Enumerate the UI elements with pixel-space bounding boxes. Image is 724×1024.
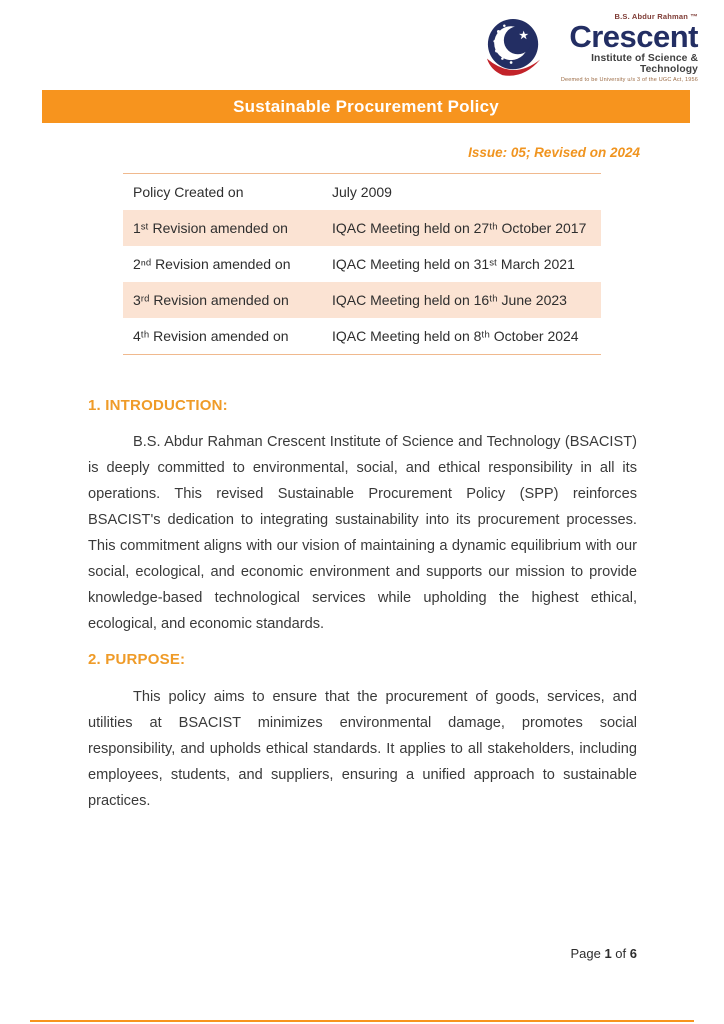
logo-tagline: Deemed to be University u/s 3 of the UGC Act, 1956 (560, 77, 698, 83)
revision-table-row (123, 246, 601, 282)
logo-institute-name: Crescent (569, 19, 698, 54)
institute-logo (485, 12, 698, 83)
revision-label-cell: 3ʳᵈ Revision amended on (133, 292, 289, 308)
footer-page-word: Page (570, 946, 601, 961)
revision-value-cell: IQAC Meeting held on 31ˢᵗ March 2021 (332, 256, 575, 272)
footer-of-word: of (615, 946, 627, 961)
crescent-moon-stars-emblem-icon (485, 16, 543, 80)
title-banner (42, 90, 690, 123)
footer-total-pages: 6 (629, 946, 637, 961)
revision-value-cell: IQAC Meeting held on 27ᵗʰ October 2017 (332, 220, 587, 236)
revision-label-cell: 4ᵗʰ Revision amended on (133, 328, 289, 344)
revision-label-cell: 1ˢᵗ Revision amended on (133, 220, 288, 236)
document-title: Sustainable Procurement Policy (233, 97, 499, 116)
footer-rule (30, 1020, 694, 1022)
logo-subtitle: Institute of Science & Technology (591, 53, 698, 75)
revision-value-cell: IQAC Meeting held on 8ᵗʰ October 2024 (332, 328, 579, 344)
revision-label-cell: Policy Created on (133, 184, 244, 200)
revision-label-cell: 2ⁿᵈ Revision amended on (133, 256, 291, 272)
revision-table-body (123, 174, 601, 355)
logo-text-block (546, 12, 698, 83)
revision-history-table (123, 173, 601, 355)
page-footer (42, 946, 637, 961)
purpose-paragraph: This policy aims to ensure that the procurement of goods, services, and utilities at BSACIST minimizes environmental damage, promotes social responsibility, and upholds ethical standards. It applies to all stakeholders, including employees, students, and suppliers, ensuring a unified approach to sustainable practices. (88, 689, 637, 809)
section-heading-introduction: 1. INTRODUCTION: (88, 397, 228, 414)
section-heading-purpose: 2. PURPOSE: (88, 651, 186, 668)
revision-table-row (123, 174, 601, 211)
footer-page-number: 1 (604, 946, 612, 961)
revision-value-cell: IQAC Meeting held on 16ᵗʰ June 2023 (332, 292, 567, 308)
revision-table-row (123, 210, 601, 246)
introduction-paragraph: B.S. Abdur Rahman Crescent Institute of Science and Technology (BSACIST) is deeply committed to environmental, social, and ethical responsibility in all its operations. This revised Sustainable Procurement Policy (SPP) reinforces BSACIST's dedication to integrating sustainability into its procurement processes. This commitment aligns with our vision of maintaining a dynamic equilibrium with our social, ecological, and economic environment and supports our mission to provide knowledge-based technological services while upholding the highest ethical, ecological, and economic standards. (88, 434, 637, 632)
issue-revision-line: Issue: 05; Revised on 2024 (468, 145, 640, 160)
revision-table-row (123, 282, 601, 318)
logo-trademark-line: B.S. Abdur Rahman ™ (614, 12, 698, 21)
revision-value-cell: July 2009 (332, 184, 392, 200)
revision-table-row (123, 318, 601, 355)
